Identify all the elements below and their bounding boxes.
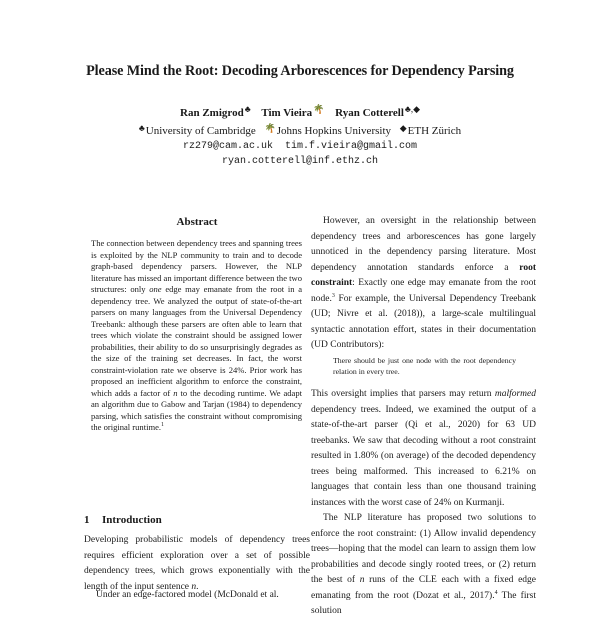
math-variable: n bbox=[191, 581, 197, 592]
affiliation-list bbox=[0, 123, 600, 137]
right-paragraph-2 bbox=[311, 387, 536, 511]
math-variable: n bbox=[173, 387, 178, 398]
paragraph-text: However, an oversight in the relationship between dependency trees and arborescences has gone largely unnoticed in the dependency parsing literature. Most dependency annotation standards enforce a bbox=[311, 216, 536, 273]
author bbox=[261, 104, 324, 119]
section-heading bbox=[84, 514, 162, 526]
palm-tree-icon: 🌴 bbox=[313, 104, 325, 114]
right-paragraph-1 bbox=[311, 214, 536, 354]
intro-paragraph-2: Under an edge-factored model (McDonald et al. bbox=[96, 590, 279, 600]
affiliation bbox=[265, 123, 392, 137]
author-name: Ryan Cotterell bbox=[335, 107, 404, 119]
club-icon: ♣ bbox=[244, 104, 251, 114]
abstract-emphasis: one bbox=[149, 284, 162, 294]
author-name: Tim Vieira bbox=[261, 107, 313, 119]
footnote-marker[interactable]: 3 bbox=[331, 292, 335, 299]
paragraph-text: runs of the CLE each with a fixed edge emanating from the root (Dozat et al., 2017). bbox=[311, 575, 536, 601]
paragraph-text: This oversight implies that parsers may return bbox=[311, 389, 495, 399]
paragraph-text: dependency trees. Indeed, we examined the output of a state-of-the-art parser (Qi et al., 2020) for 63 UD treebanks. We saw that decoding without a root constraint resulted in 1.80% (on average) of the decoded dependency trees being malformed. This increased to 6.21% on languages that contain less than one thousand training instances with the worst case of 24% on Kurmanji. bbox=[311, 404, 536, 508]
abstract-part: edge may emanate from the root in a dependency tree. We analyzed the output of state-of-the-art parsers on many languages from the Universal Dependency Treebank: although these parsers are often able to learn that trees which violate the constraint should be assigned lower probabilities, their ability to do so unsurprisingly degrades as the size of the training set decreases. In fact, the worst constraint-violation rate we observe is 24%. Prior work has proposed an inefficient algorithm to enforce the constraint, which adds a factor of bbox=[91, 284, 302, 398]
author-list bbox=[0, 104, 600, 119]
author bbox=[335, 104, 420, 119]
footnote-marker[interactable]: 4 bbox=[494, 589, 498, 596]
affiliation-name: Johns Hopkins University bbox=[276, 125, 391, 137]
paragraph-text: Developing probabilistic models of dependency trees requires efficient exploration over a set of possible dependency trees, which grows exponentially with the length of the input sentence bbox=[84, 535, 310, 592]
paragraph-text: The NLP literature has proposed two solutions to enforce the root constraint: (1) Allow invalid dependency trees—hoping that the model can learn to assign them low probabilities and decode singly rooted trees, or (2) return the best of bbox=[311, 513, 536, 585]
abstract-part: to the decoding runtime. We adapt an algorithm due to Gabow and Tarjan (1984) to dependency parsing, which satisfies the constraint without compromising the original runtime. bbox=[91, 387, 302, 432]
right-paragraph-3 bbox=[311, 511, 536, 620]
abstract-heading: Abstract bbox=[176, 216, 218, 228]
paper-title: Please Mind the Root: Decoding Arborescences for Dependency Parsing bbox=[86, 63, 514, 79]
email-line-2[interactable]: ryan.cotterell@inf.ethz.ch bbox=[221, 156, 379, 167]
author-name: Ran Zmigrod bbox=[180, 107, 244, 119]
paragraph-text: For example, the Universal Dependency Treebank (UD; Nivre et al. (2018)), a large-scale multilingual syntactic annotation effort, states in their documentation (UD Contributors): bbox=[311, 293, 536, 350]
footnote-marker[interactable]: 1 bbox=[161, 422, 165, 429]
club-icon: ♣ bbox=[138, 123, 145, 133]
section-title: Introduction bbox=[102, 514, 162, 526]
email-line-1[interactable]: rz279@cam.ac.uk tim.f.vieira@gmail.com bbox=[182, 141, 418, 152]
affiliation-name: ETH Zürich bbox=[407, 125, 462, 137]
author bbox=[180, 104, 251, 119]
intro-paragraph bbox=[84, 533, 310, 595]
abstract-text bbox=[91, 238, 302, 434]
bold-term: root constraint bbox=[311, 262, 536, 288]
paragraph-text: : Exactly one edge may emanate from the root node. bbox=[311, 278, 536, 304]
emphasis: malformed bbox=[494, 389, 536, 399]
palm-tree-icon: 🌴 bbox=[264, 123, 276, 133]
affiliation-name: University of Cambridge bbox=[145, 125, 256, 137]
club-diamond-icon: ♣,◆ bbox=[404, 104, 420, 114]
diamond-icon: ◆ bbox=[399, 123, 407, 133]
affiliation bbox=[139, 123, 256, 137]
affiliation bbox=[400, 123, 461, 137]
paragraph-text: . bbox=[196, 581, 199, 592]
section-number: 1 bbox=[84, 514, 90, 526]
paragraph-text: The first solution bbox=[311, 590, 536, 616]
abstract-part: The connection between dependency trees and spanning trees is exploited by the NLP community to train and to decode graph-based dependency parsers. However, the NLP literature has missed an important difference between the two structures: only bbox=[91, 238, 302, 294]
block-quote: There should be just one node with the root dependency relation in every tree. bbox=[333, 356, 516, 376]
math-variable: n bbox=[359, 575, 365, 585]
